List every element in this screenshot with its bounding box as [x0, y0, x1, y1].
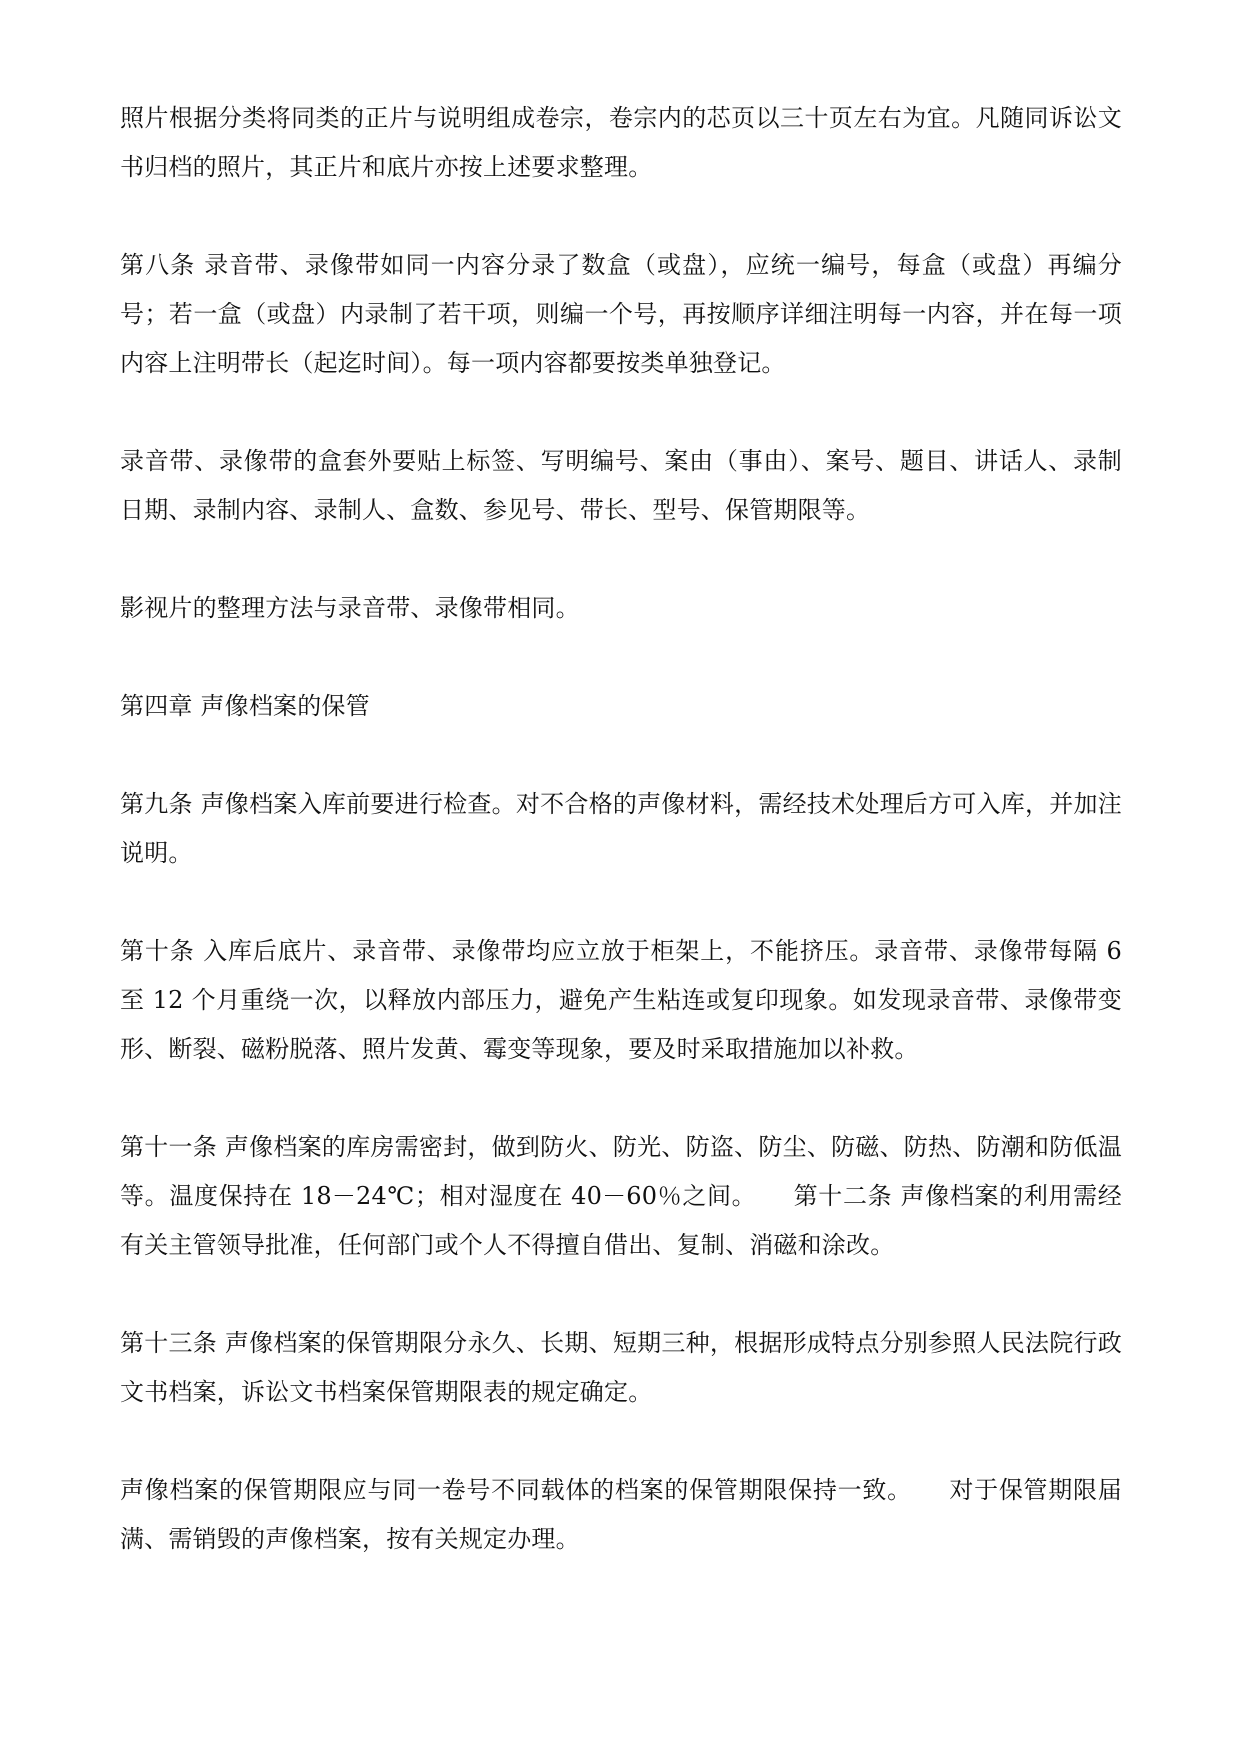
paragraph-gap — [120, 535, 1122, 584]
paragraph-photo-filing: 照片根据分类将同类的正片与说明组成卷宗，卷宗内的芯页以三十页左右为宜。凡随同诉讼文书归档的照片，其正片和底片亦按上述要求整理。 — [120, 104, 1122, 181]
paragraph-tape-labels: 录音带、录像带的盒套外要贴上标签、写明编号、案由（事由）、案号、题目、讲话人、录制日期、录制内容、录制人、盒数、参见号、带长、型号、保管期限等。 — [120, 447, 1122, 524]
paragraph-gap — [120, 1417, 1122, 1466]
paragraph-gap — [120, 1074, 1122, 1123]
paragraph-gap — [120, 1270, 1122, 1319]
paragraph-article-11-12: 第十一条 声像档案的库房需密封，做到防火、防光、防盗、防尘、防磁、防热、防潮和防低温等。温度保持在 18－24℃；相对湿度在 40－60％之间。 第十二条 声像档案的利用需经有关主管领导批准，任何部门或个人不得擅自借出、复制、消磁和涂改。 — [120, 1133, 1122, 1259]
paragraph-article-9: 第九条 声像档案入库前要进行检查。对不合格的声像材料，需经技术处理后方可入库，并加注说明。 — [120, 790, 1122, 867]
paragraph-gap — [120, 633, 1122, 682]
paragraph-article-10: 第十条 入库后底片、录音带、录像带均应立放于柜架上，不能挤压。录音带、录像带每隔 6 至 12 个月重绕一次，以释放内部压力，避免产生粘连或复印现象。如发现录音带、录像带变形、断裂、磁粉脱落、照片发黄、霉变等现象，要及时采取措施加以补救。 — [120, 937, 1130, 1063]
paragraph-gap — [120, 878, 1122, 927]
paragraph-gap — [120, 731, 1122, 780]
paragraph-gap — [120, 388, 1122, 437]
paragraph-gap — [120, 192, 1122, 241]
paragraph-article-13: 第十三条 声像档案的保管期限分永久、长期、短期三种，根据形成特点分别参照人民法院行政文书档案，诉讼文书档案保管期限表的规定确定。 — [120, 1329, 1122, 1406]
paragraph-retention-period: 声像档案的保管期限应与同一卷号不同载体的档案的保管期限保持一致。 对于保管期限届满、需销毁的声像档案，按有关规定办理。 — [120, 1476, 1122, 1553]
paragraph-film-organizing: 影视片的整理方法与录音带、录像带相同。 — [120, 594, 580, 622]
paragraph-article-8: 第八条 录音带、录像带如同一内容分录了数盒（或盘），应统一编号，每盒（或盘）再编分号；若一盒（或盘）内录制了若干项，则编一个号，再按顺序详细注明每一内容，并在每一项内容上注明带长（起迄时间）。每一项内容都要按类单独登记。 — [120, 251, 1122, 377]
chapter-4-heading: 第四章 声像档案的保管 — [120, 692, 370, 720]
